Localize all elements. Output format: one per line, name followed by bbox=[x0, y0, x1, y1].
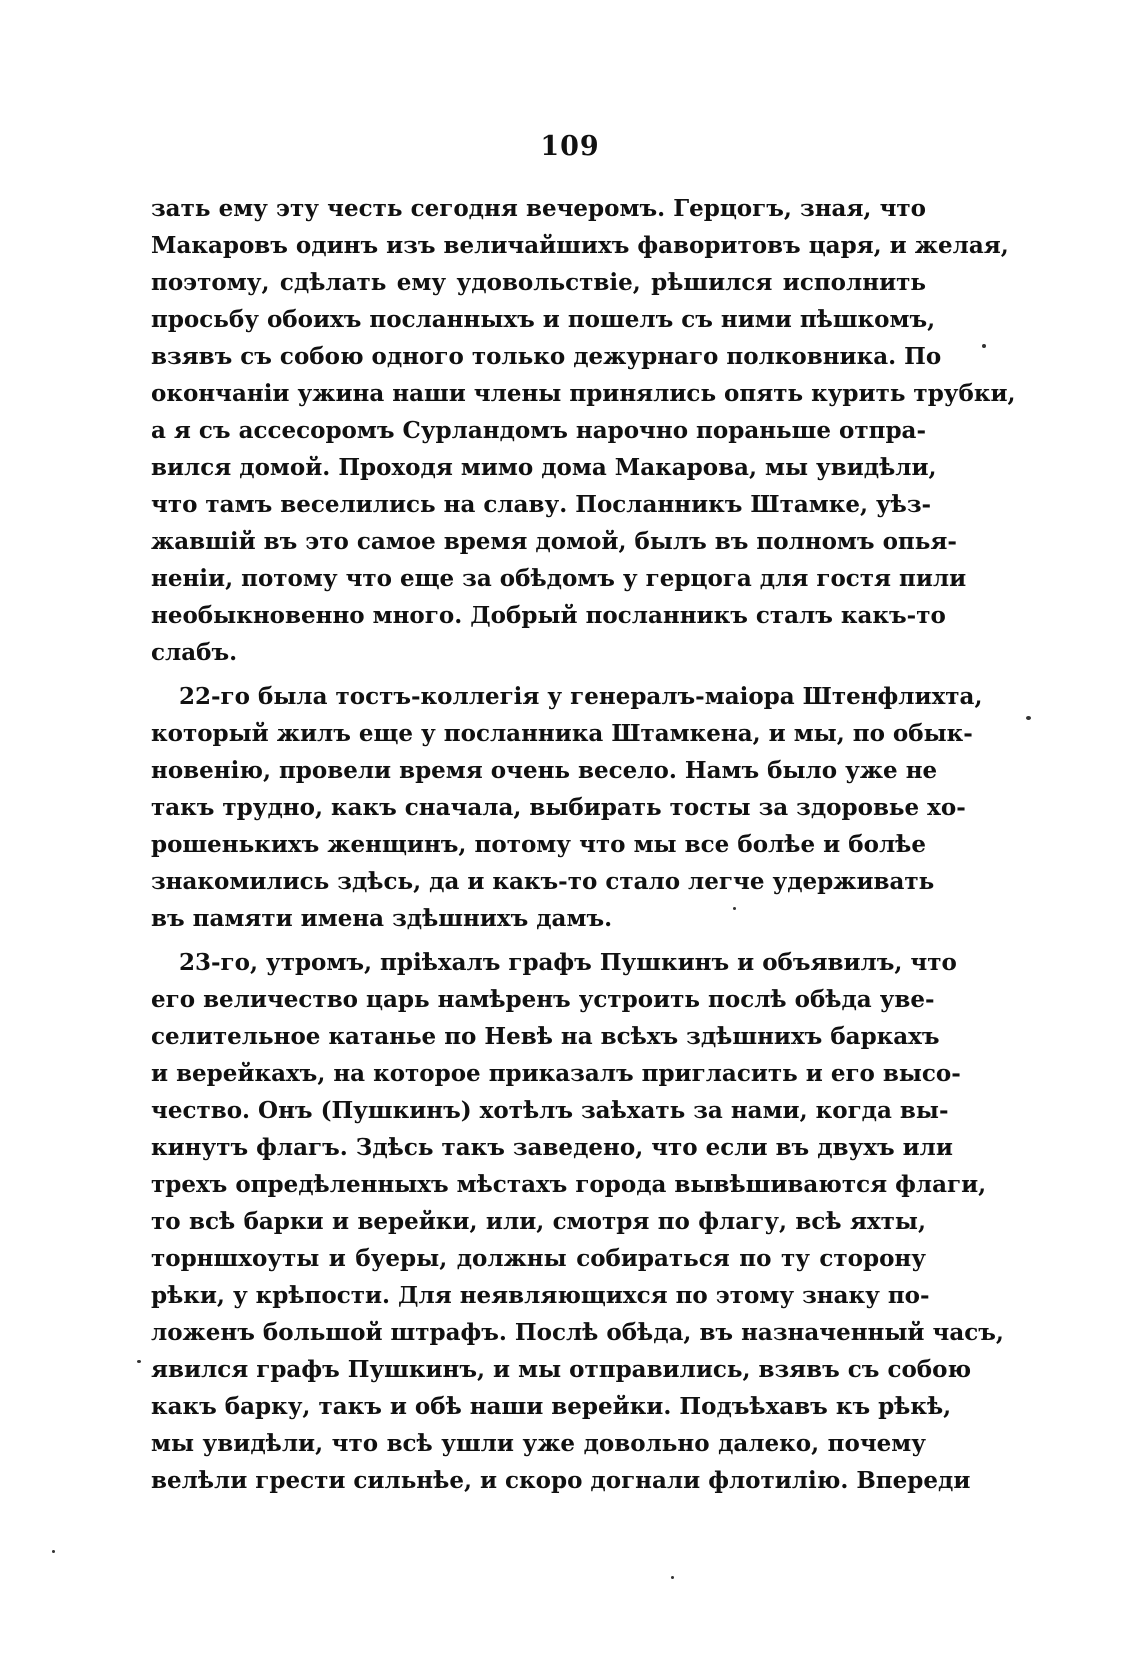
text-line: въ памяти имена здѣшнихъ дамъ. bbox=[151, 905, 613, 932]
text-line: кинутъ флагъ. Здѣсь такъ заведено, что если въ двухъ или bbox=[151, 1134, 953, 1161]
text-line: поэтому, сдѣлать ему удовольствіе, рѣшился исполнить bbox=[151, 269, 926, 296]
text-line: и верейкахъ, на которое приказалъ пригласить и его высо- bbox=[151, 1060, 961, 1087]
text-line: необыкновенно много. Добрый посланникъ сталъ какъ-то bbox=[151, 602, 946, 629]
text-line: жавшій въ это самое время домой, былъ въ полномъ опья- bbox=[151, 528, 957, 555]
text-line: селительное катанье по Невѣ на всѣхъ здѣшнихъ баркахъ bbox=[151, 1023, 940, 1050]
text-line: 23-го, утромъ, пріѣхалъ графъ Пушкинъ и объявилъ, что bbox=[179, 949, 957, 976]
paragraph bbox=[151, 190, 1016, 671]
scan-speck bbox=[137, 1360, 141, 1363]
text-line: то всѣ барки и верейки, или, смотря по флагу, всѣ яхты, bbox=[151, 1208, 926, 1235]
body-text bbox=[151, 190, 1016, 1499]
paragraph bbox=[151, 944, 1004, 1499]
text-line: вился домой. Проходя мимо дома Макарова, мы увидѣли, bbox=[151, 454, 937, 481]
text-line: зать ему эту честь сегодня вечеромъ. Герцогъ, зная, что bbox=[151, 195, 926, 222]
text-line: такъ трудно, какъ сначала, выбирать тосты за здоровье хо- bbox=[151, 794, 966, 821]
text-line: взявъ съ собою одного только дежурнаго полковника. По bbox=[151, 343, 942, 370]
text-line: знакомились здѣсь, да и какъ-то стало легче удерживать bbox=[151, 868, 935, 895]
text-line: мы увидѣли, что всѣ ушли уже довольно далеко, почему bbox=[151, 1430, 926, 1457]
text-line: его величество царь намѣренъ устроить послѣ обѣда уве- bbox=[151, 986, 935, 1013]
scan-speck bbox=[671, 1576, 674, 1579]
text-line: что тамъ веселились на славу. Посланникъ Штамке, уѣз- bbox=[151, 491, 932, 518]
text-line: велѣли грести сильнѣе, и скоро догнали флотилію. Впереди bbox=[151, 1467, 971, 1494]
text-line: неніи, потому что еще за обѣдомъ у герцога для гостя пили bbox=[151, 565, 967, 592]
scan-speck bbox=[52, 1550, 55, 1553]
page-number: 109 bbox=[540, 131, 600, 162]
text-line: ложенъ большой штрафъ. Послѣ обѣда, въ назначенный часъ, bbox=[151, 1319, 1004, 1346]
text-line: а я съ ассесоромъ Сурландомъ нарочно пораньше отпра- bbox=[151, 417, 926, 444]
text-line: чество. Онъ (Пушкинъ) хотѣлъ заѣхать за нами, когда вы- bbox=[151, 1097, 949, 1124]
text-line: явился графъ Пушкинъ, и мы отправились, взявъ съ собою bbox=[151, 1356, 972, 1383]
scan-speck bbox=[982, 344, 986, 348]
scan-speck bbox=[733, 907, 736, 910]
text-line: слабъ. bbox=[151, 639, 238, 666]
text-line: новенію, провели время очень весело. Намъ было уже не bbox=[151, 757, 938, 784]
text-line: окончаніи ужина наши члены принялись опять курить трубки, bbox=[151, 380, 1016, 407]
text-line: рѣки, у крѣпости. Для неявляющихся по этому знаку по- bbox=[151, 1282, 930, 1309]
text-line: какъ барку, такъ и обѣ наши верейки. Подъѣхавъ къ рѣкѣ, bbox=[151, 1393, 952, 1420]
text-line: 22-го была тостъ-коллегія у генералъ-маіора Штенфлихта, bbox=[179, 683, 983, 710]
text-line: трехъ опредѣленныхъ мѣстахъ города вывѣшиваются флаги, bbox=[151, 1171, 987, 1198]
paragraph bbox=[151, 678, 983, 937]
text-line: который жилъ еще у посланника Штамкена, и мы, по обык- bbox=[151, 720, 973, 747]
text-line: рошенькихъ женщинъ, потому что мы все болѣе и болѣе bbox=[151, 831, 926, 858]
scan-speck bbox=[1026, 716, 1031, 720]
text-line: просьбу обоихъ посланныхъ и пошелъ съ ними пѣшкомъ, bbox=[151, 306, 936, 333]
text-line: Макаровъ одинъ изъ величайшихъ фаворитовъ царя, и желая, bbox=[151, 232, 1009, 259]
text-line: торншхоуты и буеры, должны собираться по ту сторону bbox=[151, 1245, 926, 1272]
